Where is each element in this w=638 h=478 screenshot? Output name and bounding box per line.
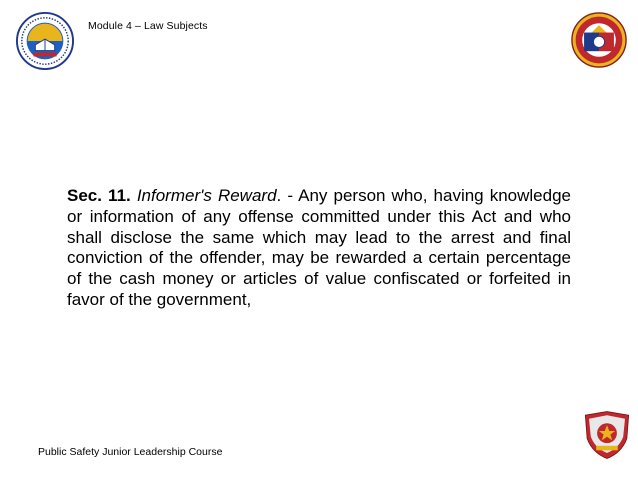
module-label: Module 4 – Law Subjects [88,20,208,32]
section-paragraph [67,186,571,311]
academy-seal-icon [16,12,74,70]
training-institute-emblem-icon [580,408,634,462]
pnp-training-institute-seal-icon [571,12,627,68]
section-body: . - Any person who, having knowledge or information of any offense committed under this Act and who shall disclose the same which may lead to the arrest and final conviction of the offender, may be rewarded a certain percentage of the cash money or articles of value confiscated or forfeited in favor of the government, [67,186,572,309]
course-label: Public Safety Junior Leadership Course [38,446,223,458]
section-title: Informer's Reward [136,186,277,205]
section-number: Sec. 11. [67,186,131,205]
